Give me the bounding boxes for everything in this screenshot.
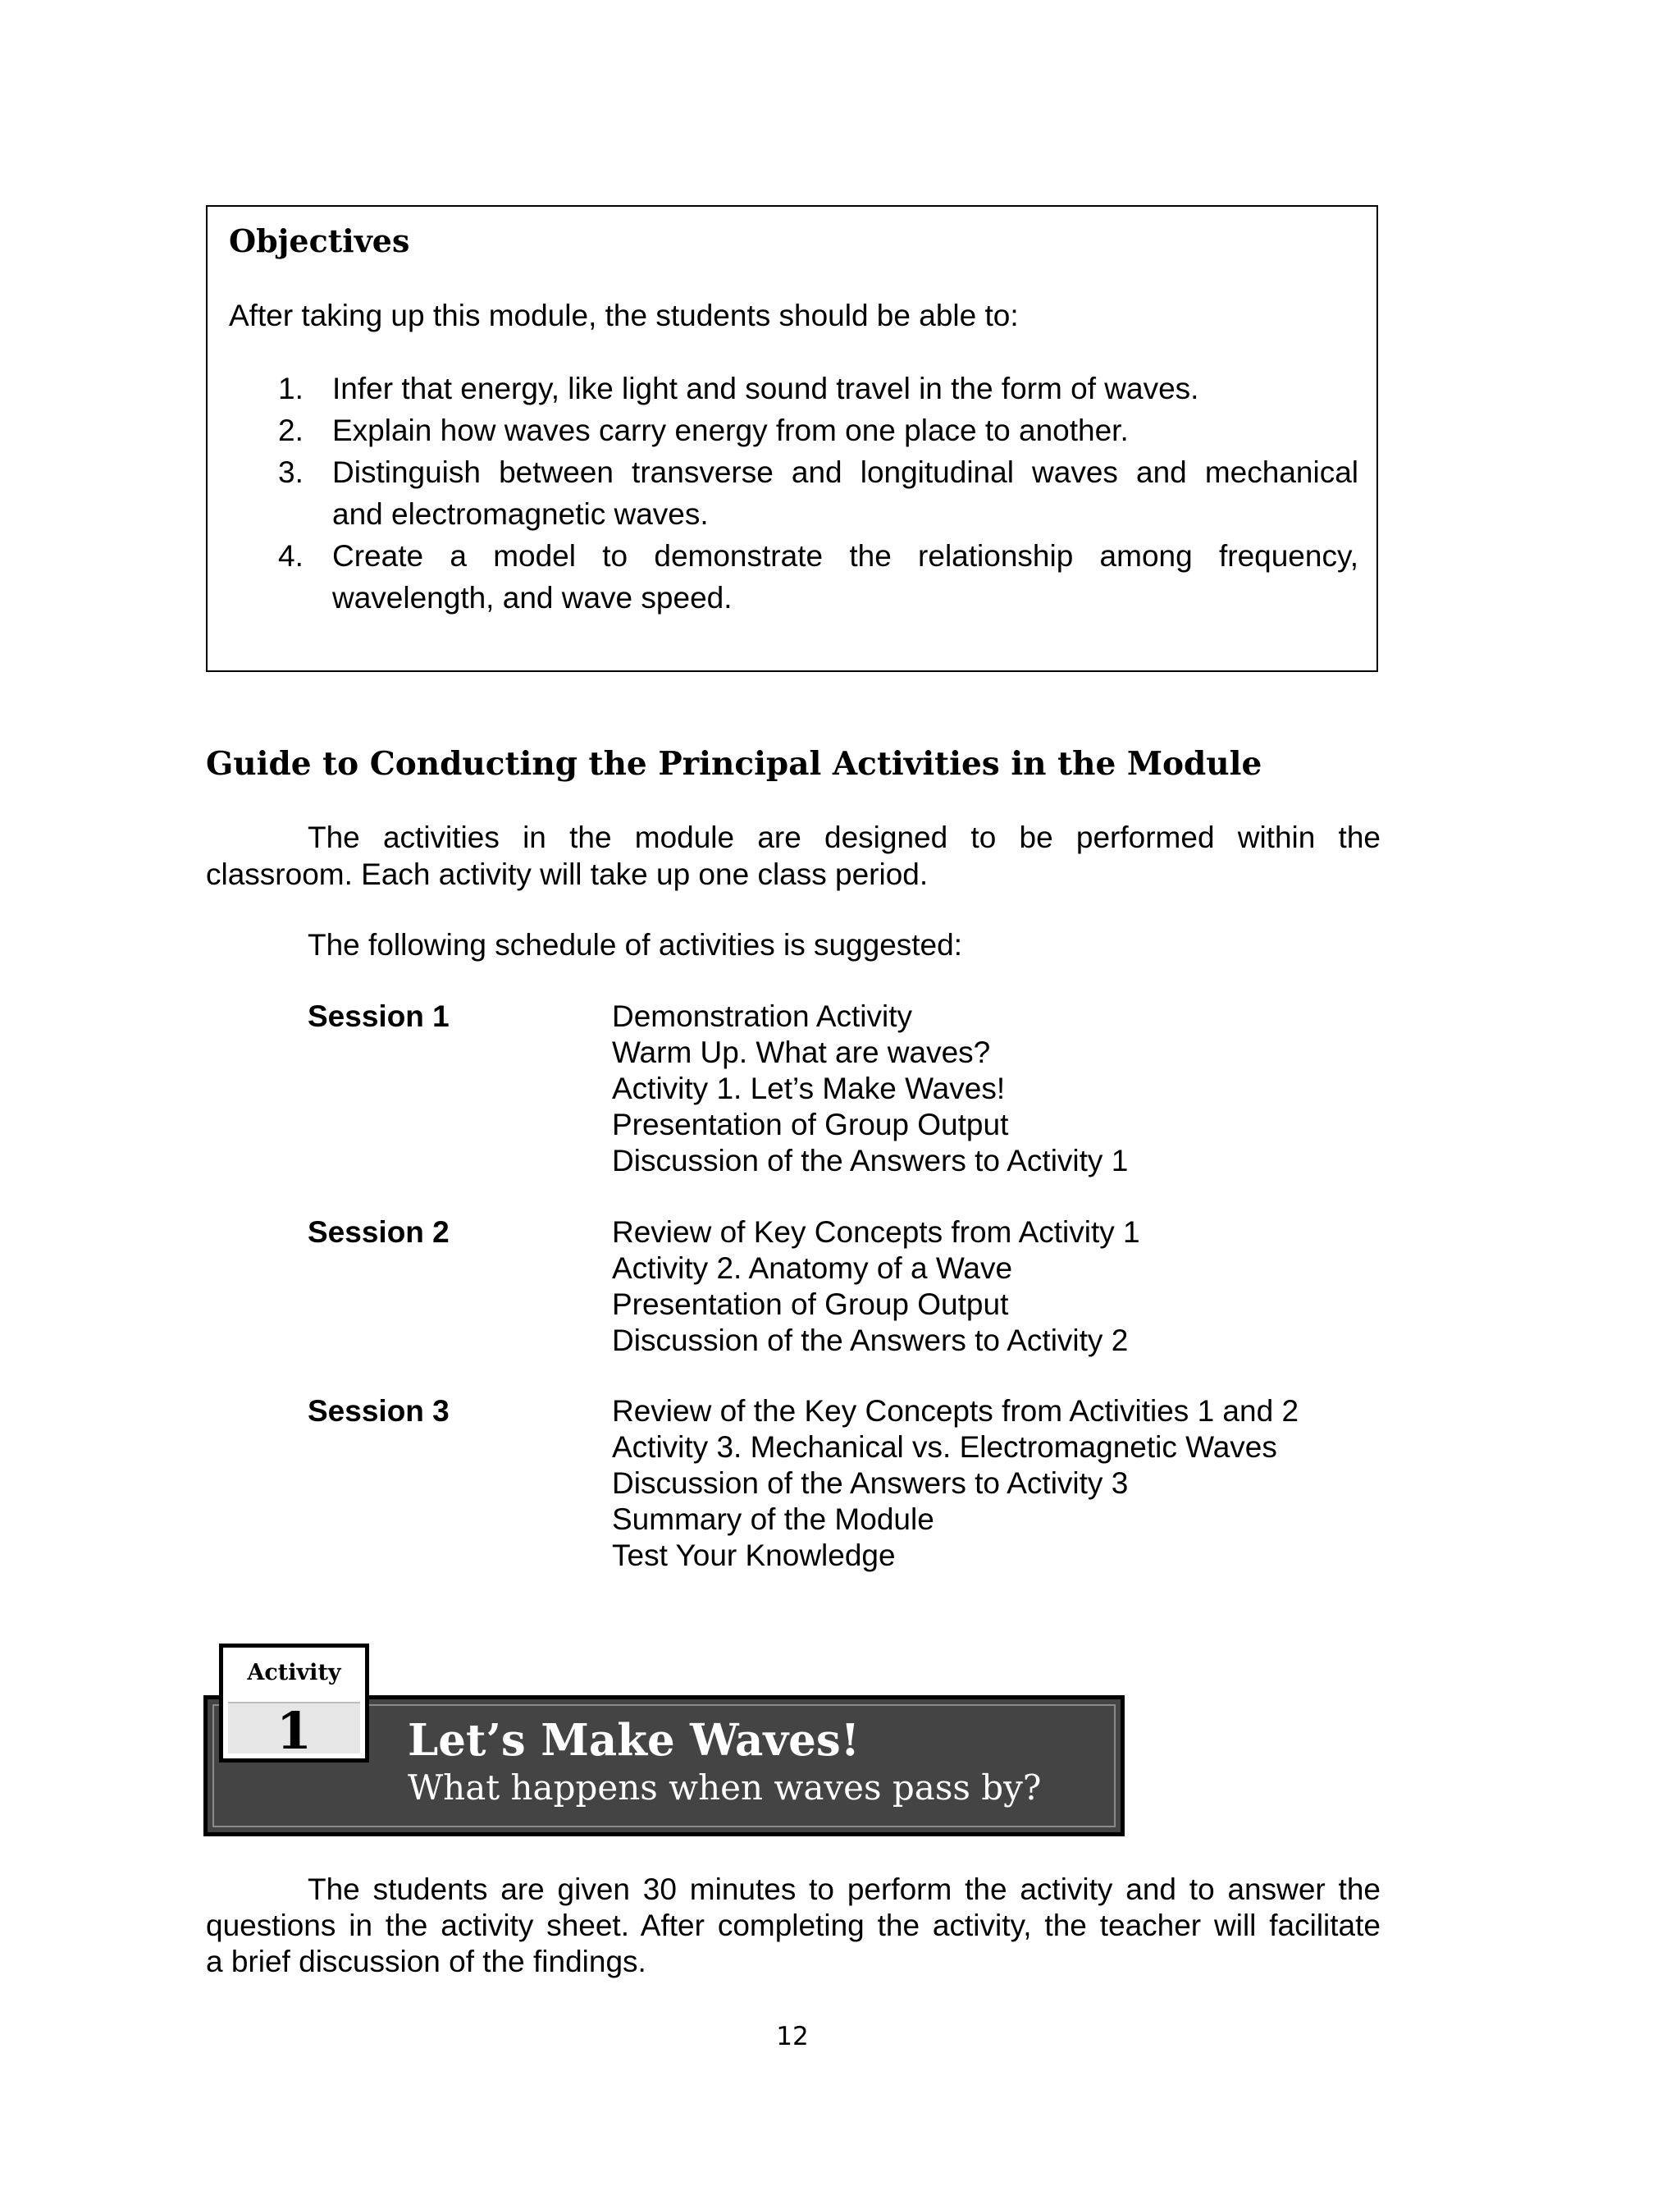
session-item: Presentation of Group Output [612,1108,1009,1141]
objective-text: Infer that energy, like light and sound travel in the form of waves. [332,372,1199,405]
page-number: 12 [776,2022,809,2051]
objective-text: Create a model to demonstrate the relationship among frequency, [332,539,1358,573]
objectives-intro: After taking up this module, the students should be able to: [229,299,1019,332]
session-item: Discussion of the Answers to Activity 2 [612,1324,1129,1357]
session-items [612,1214,1140,1359]
session-item: Test Your Knowledge [612,1538,896,1572]
objective-item-3 [229,451,1358,535]
session-item: Activity 2. Anatomy of a Wave [612,1251,1013,1285]
session-item: Activity 1. Let’s Make Waves! [612,1072,1006,1105]
paragraph-line: The activities in the module are designed to be performed within the [308,821,1381,854]
objectives-box [206,205,1378,672]
closing-paragraph [206,1872,1381,1980]
guide-paragraph [206,819,1381,893]
activity-tag-label: Activity [247,1660,341,1685]
session-item: Discussion of the Answers to Activity 3 [612,1466,1129,1500]
objectives-title: Objectives [229,222,410,259]
paragraph-line: a brief discussion of the findings. [206,1945,646,1978]
session-item: Activity 3. Mechanical vs. Electromagnetic Waves [612,1430,1277,1464]
session-item: Review of the Key Concepts from Activities 1 and 2 [612,1394,1299,1428]
activity-subtitle: What happens when waves pass by? [408,1767,1042,1808]
paragraph-line: classroom. Each activity will take up one class period. [206,857,929,891]
activity-number-box [228,1701,360,1761]
objective-number: 2. [278,414,304,447]
objective-text: wavelength, and wave speed. [332,581,733,615]
objective-text: Explain how waves carry energy from one place to another. [332,414,1129,447]
objective-text: and electromagnetic waves. [332,497,709,531]
session-item: Demonstration Activity [612,999,913,1033]
session-items [612,1393,1299,1574]
session-item: Warm Up. What are waves? [612,1036,991,1069]
objective-text: Distinguish between transverse and longitudinal waves and mechanical [332,455,1358,489]
activity-number: 1 [276,1701,313,1761]
session-label: Session 1 [308,999,450,1033]
session-item: Discussion of the Answers to Activity 1 [612,1144,1129,1177]
session-item: Review of Key Concepts from Activity 1 [612,1215,1140,1249]
guide-heading: Guide to Conducting the Principal Activities in the Module [206,745,1262,783]
objective-item-2 [229,409,1358,451]
objective-item-4 [229,535,1358,619]
objectives-list [229,368,1358,619]
schedule-intro: The following schedule of activities is suggested: [308,928,962,962]
objective-item-1 [229,368,1358,409]
session-items [612,999,1128,1179]
objective-number: 1. [278,372,304,405]
session-label: Session 3 [308,1394,450,1428]
session-item: Summary of the Module [612,1502,934,1536]
session-label: Session 2 [308,1215,450,1249]
session-item: Presentation of Group Output [612,1287,1009,1321]
objective-number: 3. [278,455,304,489]
paragraph-line: questions in the activity sheet. After completing the activity, the teacher will facilitate [206,1909,1381,1942]
activity-tag [219,1644,369,1763]
objective-number: 4. [278,539,304,573]
paragraph-line: The students are given 30 minutes to perform the activity and to answer the [308,1872,1381,1906]
activity-title: Let’s Make Waves! [408,1715,860,1766]
